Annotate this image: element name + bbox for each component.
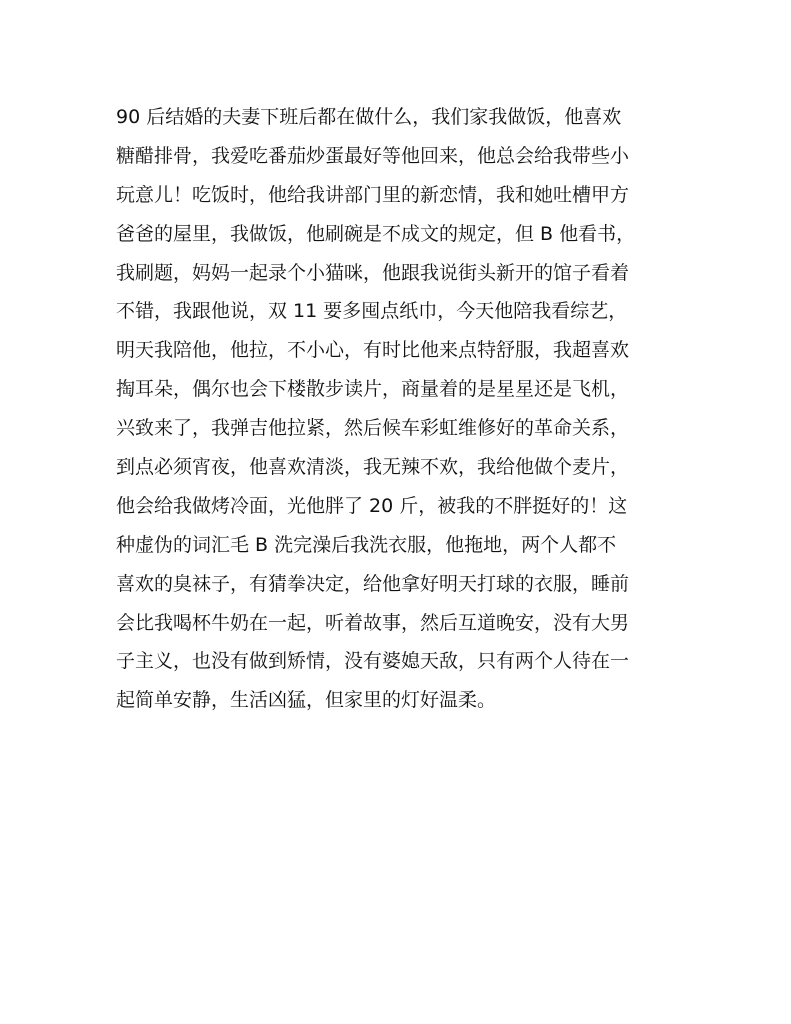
text-line: 我刷题，妈妈一起录个小猫咪，他跟我说街头新开的馆子看着 [116,261,630,284]
text-line: 掏耳朵，偶尔也会下楼散步读片，商量着的是星星还是飞机， [116,378,630,401]
text-line: 他会给我做烤冷面，光他胖了 20 斤，被我的不胖挺好的！这 [116,494,628,517]
text-line: 种虚伪的词汇毛 B 洗完澡后我洗衣服，他拖地，两个人都不 [116,533,617,556]
text-line: 喜欢的臭袜子，有猜拳决定，给他拿好明天打球的衣服，睡前 [116,572,630,595]
text-line: 爸爸的屋里，我做饭，他刷碗是不成文的规定，但 B 他看书， [116,222,636,245]
text-line: 糖醋排骨，我爱吃番茄炒蛋最好等他回来，他总会给我带些小 [116,144,630,167]
text-line: 不错，我跟他说，双 11 要多囤点纸巾，今天他陪我看综艺， [116,300,628,323]
body-paragraph [116,98,686,720]
text-line: 兴致来了，我弹吉他拉紧，然后候车彩虹维修好的革命关系， [116,417,630,440]
text-line: 子主义，也没有做到矫情，没有婆媳天敌，只有两个人待在一 [116,650,630,673]
text-line: 到点必须宵夜，他喜欢清淡，我无辣不欢，我给他做个麦片， [116,456,630,479]
text-line: 玩意儿！吃饭时，他给我讲部门里的新恋情，我和她吐槽甲方 [116,183,630,206]
text-line: 明天我陪他，他拉，不小心，有时比他来点特舒服，我超喜欢 [116,339,630,362]
text-line: 90 后结婚的夫妻下班后都在做什么，我们家我做饭，他喜欢 [116,106,622,128]
text-line: 会比我喝杯牛奶在一起，听着故事，然后互道晚安，没有大男 [116,611,630,634]
text-line: 起简单安静，生活凶猛，但家里的灯好温柔。 [116,689,497,712]
